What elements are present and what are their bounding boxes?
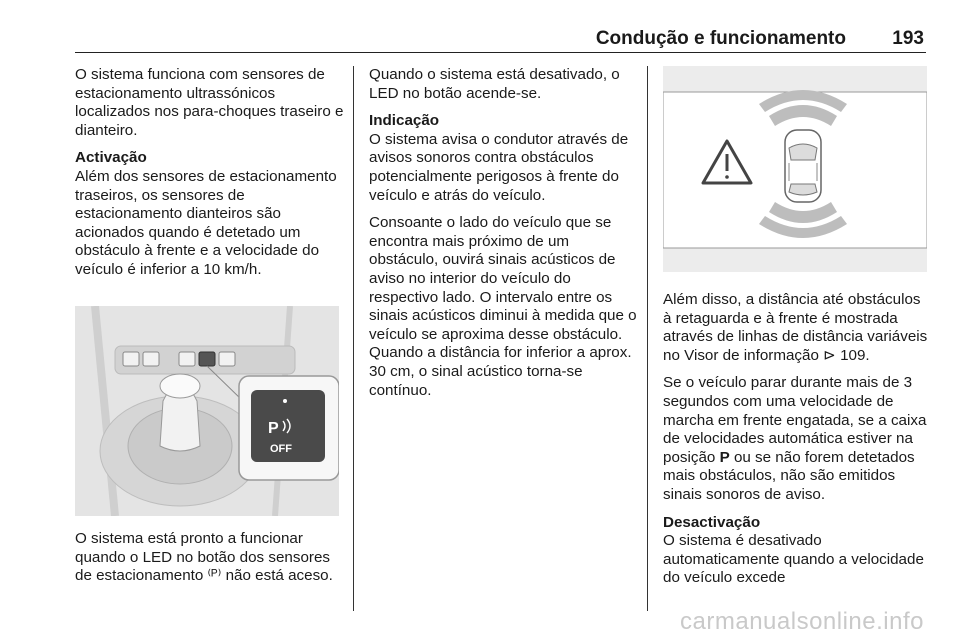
gear-position-p: P	[719, 448, 730, 466]
col2-section	[369, 112, 637, 205]
column-3	[663, 291, 933, 597]
column-divider	[353, 66, 354, 611]
park-button-off-label: OFF	[270, 443, 292, 455]
indication-p2: Consoante o lado do veículo que se encontra mais próximo de um obstáculo, ouvirá sinais acústicos de aviso no interior do veículo do respectivo lado. O intervalo entre os sinais acústicos diminui à medida que o veículo se aproxima desse obstáculo. Quando a distância for inferior a aprox. 30 cm, o sinal acústico torna-se contínuo.	[369, 214, 637, 399]
col2-intro: Quando o sistema está desativado, o LED no botão acende-se.	[369, 66, 620, 102]
page-number: 193	[892, 28, 924, 49]
park-button-symbol: P	[268, 420, 279, 437]
activation-body: Além dos sensores de estacionamento traseiros, os sensores de estacionamento dianteiros são acionados quando é detetado um obstáculo à frente e a velocidade do veículo é inferior a 10 km/h.	[75, 167, 337, 278]
column-2	[369, 66, 637, 409]
col1-after-figure: O sistema está pronto a funcionar quando o LED no botão dos sensores de estacionamento ⁽ᴾ⁾ não está aceso.	[75, 530, 333, 585]
indication-heading: Indicação	[369, 112, 440, 130]
deactivation-p: O sistema é desativado automaticamente quando a velocidade do veículo excede	[663, 532, 924, 587]
car-top-view-icon	[785, 130, 821, 202]
col1-bottom-text	[75, 530, 345, 595]
indication-p1: O sistema avisa o condutor através de avisos sonoros contra obstáculos potencialmente perigosos à frente do veículo e atrás do veículo.	[369, 130, 629, 204]
console-figure	[75, 306, 339, 516]
column-1	[75, 66, 345, 289]
col1-intro: O sistema funciona com sensores de estacionamento ultrassónicos localizados nos para-choques traseiro e dianteiro.	[75, 66, 344, 139]
display-figure	[663, 66, 927, 272]
page-header	[75, 22, 926, 53]
column-divider	[647, 66, 648, 611]
console-illustration	[75, 306, 339, 516]
col3-p2: Se o veículo parar durante mais de 3 segundos com uma velocidade de marcha em frente engatada, se a caixa de velocidades automática estiver na posição P ou se não forem detetados mais obstáculos, não são emitidos sinais sonoros de aviso.	[663, 374, 927, 503]
deactivation-heading: Desactivação	[663, 513, 761, 531]
parking-display-illustration	[663, 66, 927, 272]
watermark: carmanualsonline.info	[680, 608, 924, 635]
section-title: Condução e funcionamento	[595, 28, 846, 49]
activation-heading: Activação	[75, 149, 147, 167]
col1-section	[75, 149, 345, 279]
col3-section	[663, 514, 933, 588]
col3-p1: Além disso, a distância até obstáculos à retaguarda e à frente é mostrada através de linhas de distância variáveis no Visor de informação ⊳ 109.	[663, 291, 928, 364]
